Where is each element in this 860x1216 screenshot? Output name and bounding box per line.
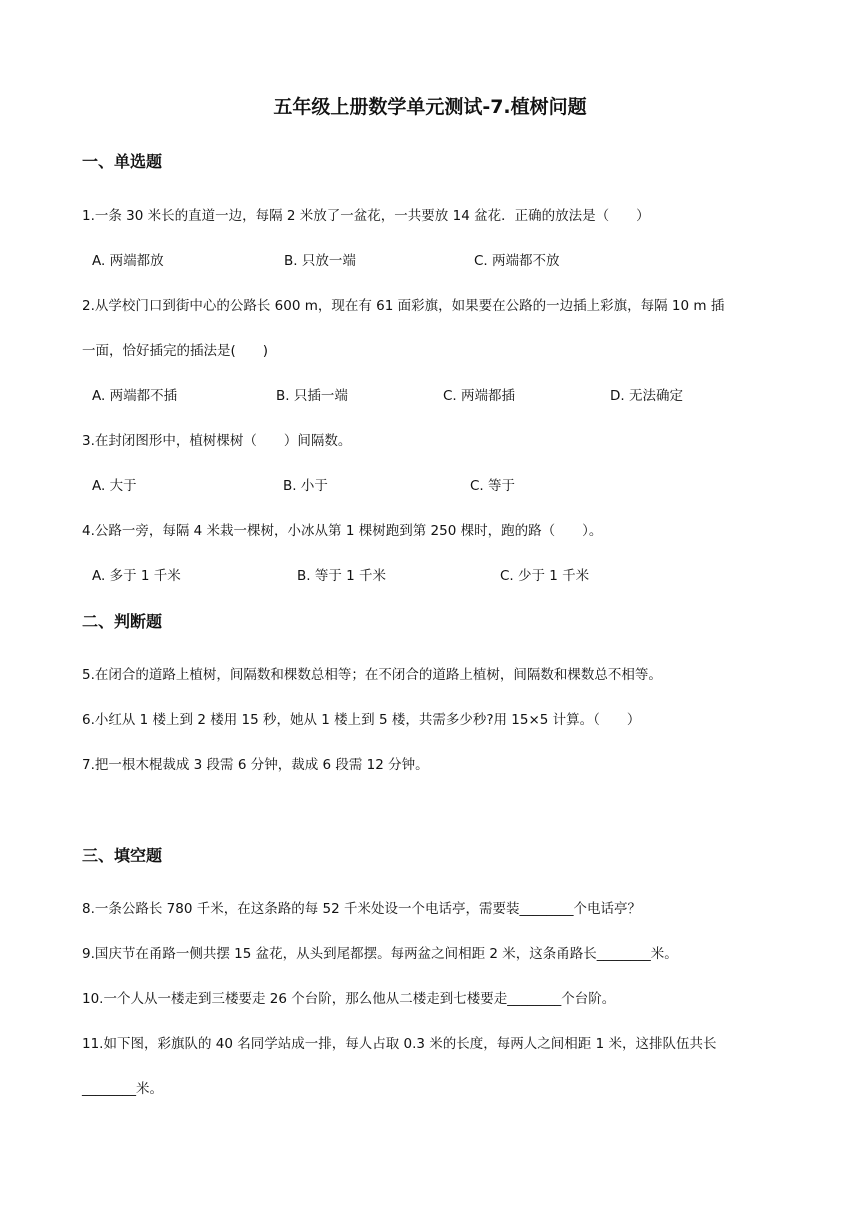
question-8: 8.一条公路长 780 千米，在这条路的每 52 千米处设一个电话亭，需要装________个电话亭？ xyxy=(82,901,641,917)
question-7: 7.把一根木棍裁成 3 段需 6 分钟，裁成 6 段需 12 分钟。 xyxy=(82,757,429,773)
question-10: 10.一个人从一楼走到三楼要走 26 个台阶，那么他从二楼走到七楼要走________个台阶。 xyxy=(82,991,616,1007)
question-3-option-b: B. 小于 xyxy=(283,478,328,494)
question-1-option-b: B. 只放一端 xyxy=(284,253,356,269)
question-1-option-c: C. 两端都不放 xyxy=(474,253,560,269)
question-11-line-1: 11.如下图，彩旗队的 40 名同学站成一排，每人占取 0.3 米的长度，每两人之间相距 1 米，这排队伍共长 xyxy=(82,1036,717,1052)
section-heading-single-choice: 一、单选题 xyxy=(82,152,163,171)
question-1: 1.一条 30 米长的直道一边，每隔 2 米放了一盆花，一共要放 14 盆花．正确的放法是（ ） xyxy=(82,208,650,224)
question-6: 6.小红从 1 楼上到 2 楼用 15 秒，她从 1 楼上到 5 楼，共需多少秒?用 15×5 计算。（ ） xyxy=(82,712,641,728)
section-heading-fill-in: 三、填空题 xyxy=(82,846,163,865)
section-heading-true-false: 二、判断题 xyxy=(82,612,163,631)
page-title: 五年级上册数学单元测试-7.植树问题 xyxy=(273,96,587,118)
question-5: 5.在闭合的道路上植树，间隔数和棵数总相等；在不闭合的道路上植树，间隔数和棵数总不相等。 xyxy=(82,667,662,683)
question-4-option-a: A. 多于 1 千米 xyxy=(92,568,181,584)
question-3: 3.在封闭图形中，植树棵树（ ）间隔数。 xyxy=(82,433,352,449)
question-2-line-2: 一面，恰好插完的插法是( ) xyxy=(82,343,269,359)
question-3-option-c: C. 等于 xyxy=(470,478,516,494)
question-2-line-1: 2.从学校门口到街中心的公路长 600 m，现在有 61 面彩旗，如果要在公路的一边插上彩旗，每隔 10 m 插 xyxy=(82,298,725,314)
question-4-option-b: B. 等于 1 千米 xyxy=(297,568,387,584)
question-2-option-b: B. 只插一端 xyxy=(276,388,348,404)
question-4-option-c: C. 少于 1 千米 xyxy=(500,568,590,584)
question-1-option-a: A. 两端都放 xyxy=(92,253,164,269)
question-3-option-a: A. 大于 xyxy=(92,478,137,494)
question-2-option-d: D. 无法确定 xyxy=(610,388,683,404)
question-2-option-c: C. 两端都插 xyxy=(443,388,516,404)
question-11-line-2: ________米。 xyxy=(82,1081,163,1097)
question-2-option-a: A. 两端都不插 xyxy=(92,388,178,404)
question-4: 4.公路一旁，每隔 4 米栽一棵树，小冰从第 1 棵树跑到第 250 棵时，跑的路（ ）。 xyxy=(82,523,603,539)
question-9: 9.国庆节在甬路一侧共摆 15 盆花，从头到尾都摆。每两盆之间相距 2 米，这条甬路长________米。 xyxy=(82,946,678,962)
